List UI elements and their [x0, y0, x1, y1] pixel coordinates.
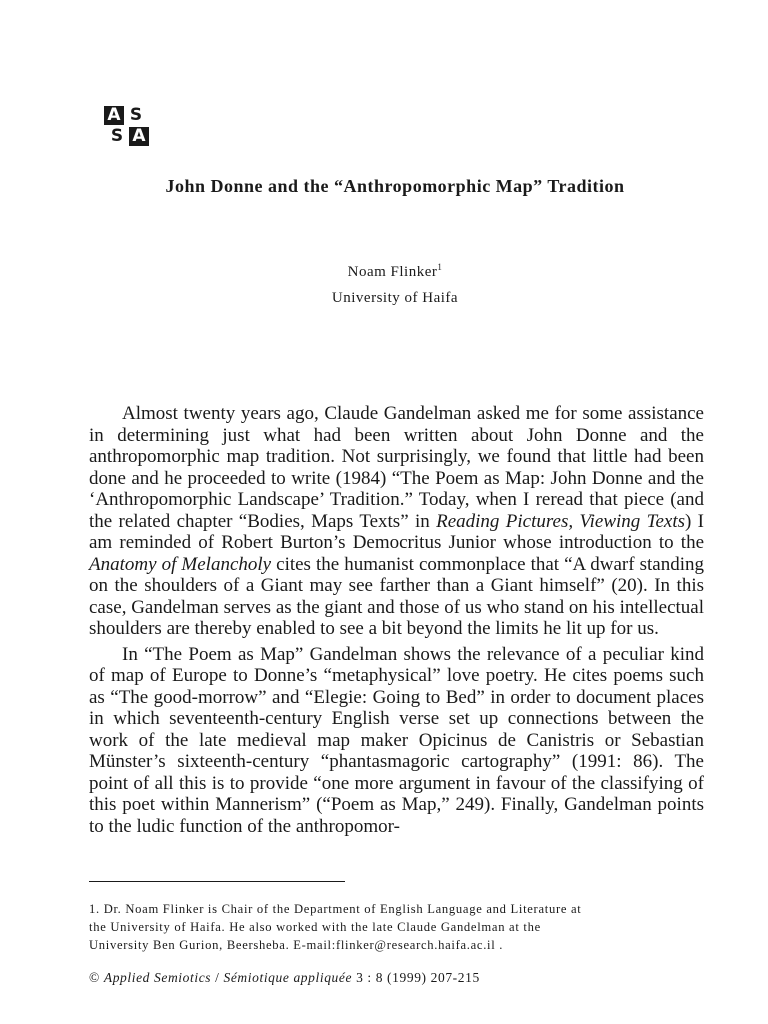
footnote-line: 1. Dr. Noam Flinker is Chair of the Department of English Language and Literature at — [89, 902, 582, 916]
body-paragraph — [89, 644, 704, 838]
author-affiliation: University of Haifa — [331, 290, 459, 306]
copyright-symbol: © — [89, 970, 100, 985]
footnote-line: the University of Haifa. He also worked with the late Claude Gandelman at the — [89, 920, 541, 934]
assa-logo — [104, 106, 152, 148]
article-title: John Donne and the “Anthropomorphic Map” Tradition — [165, 176, 625, 196]
journal-citation — [89, 970, 480, 986]
paragraph-text: cites the humanist commonplace that “A dwarf standing on the shoulders of a Giant may see farther than a Giant himself” (20). In this case, Gandelman serves as the giant and those of us who stand on his intellectual shoulders are thereby enabled to see a bit beyond the limits he lit up for us. — [89, 553, 704, 639]
footnote-marker: 1 — [437, 262, 443, 272]
body-paragraph — [89, 403, 704, 640]
journal-separator: / — [215, 970, 220, 985]
footnote — [89, 900, 709, 954]
paragraph-text: Almost twenty years ago, Claude Gandelman asked me for some assistance in determining just what had been written about John Donne and the anthropomorphic map tradition. Not surprisingly, we found that little had been done and he proceeded to write (1984) “The Poem as Map: John Donne and the ‘Anthropomorphic Landscape’ Tradition.” Today, when I reread that piece (and the related chapter “Bodies, Maps Texts” in — [89, 403, 704, 532]
logo-letter: S — [126, 106, 146, 125]
journal-details: 3 : 8 (1999) 207-215 — [356, 970, 480, 985]
logo-letter: S — [107, 127, 127, 146]
footnote-divider — [89, 881, 345, 882]
article-body — [89, 403, 704, 837]
paragraph-text: ) I am reminded of Robert Burton’s Democritus Junior whose introduction to the — [89, 510, 705, 553]
journal-title-en: Applied Semiotics — [103, 970, 212, 985]
footnote-line: University Ben Gurion, Beersheba. E-mail:flinker@research.haifa.ac.il . — [89, 938, 504, 952]
journal-title-fr: Sémiotique appliquée — [223, 970, 353, 985]
author-name: Noam Flinker — [347, 264, 438, 280]
author-line — [0, 262, 768, 281]
book-title: Reading Pictures, Viewing Texts — [436, 510, 686, 532]
logo-letter: A — [104, 106, 124, 125]
book-title: Anatomy of Melancholy — [89, 553, 272, 575]
paragraph-text: In “The Poem as Map” Gandelman shows the relevance of a peculiar kind of map of Europe to Donne’s “metaphysical” love poetry. He cites poems such as “The good-morrow” and “Elegie: Going to Bed” in order to document places in which seventeenth-century English verse set up connections between the work of the late medieval map maker Opicinus de Canistris or Sebastian Münster’s sixteenth-century “phantasmagoric cartography” (1991: 86). The point of all this is to provide “one more argument in favour of the classifying of this poet within Mannerism” (“Poem as Map,” 249). Finally, Gandelman points to the ludic function of the anthropomor- — [89, 643, 704, 837]
logo-letter: A — [129, 127, 149, 146]
